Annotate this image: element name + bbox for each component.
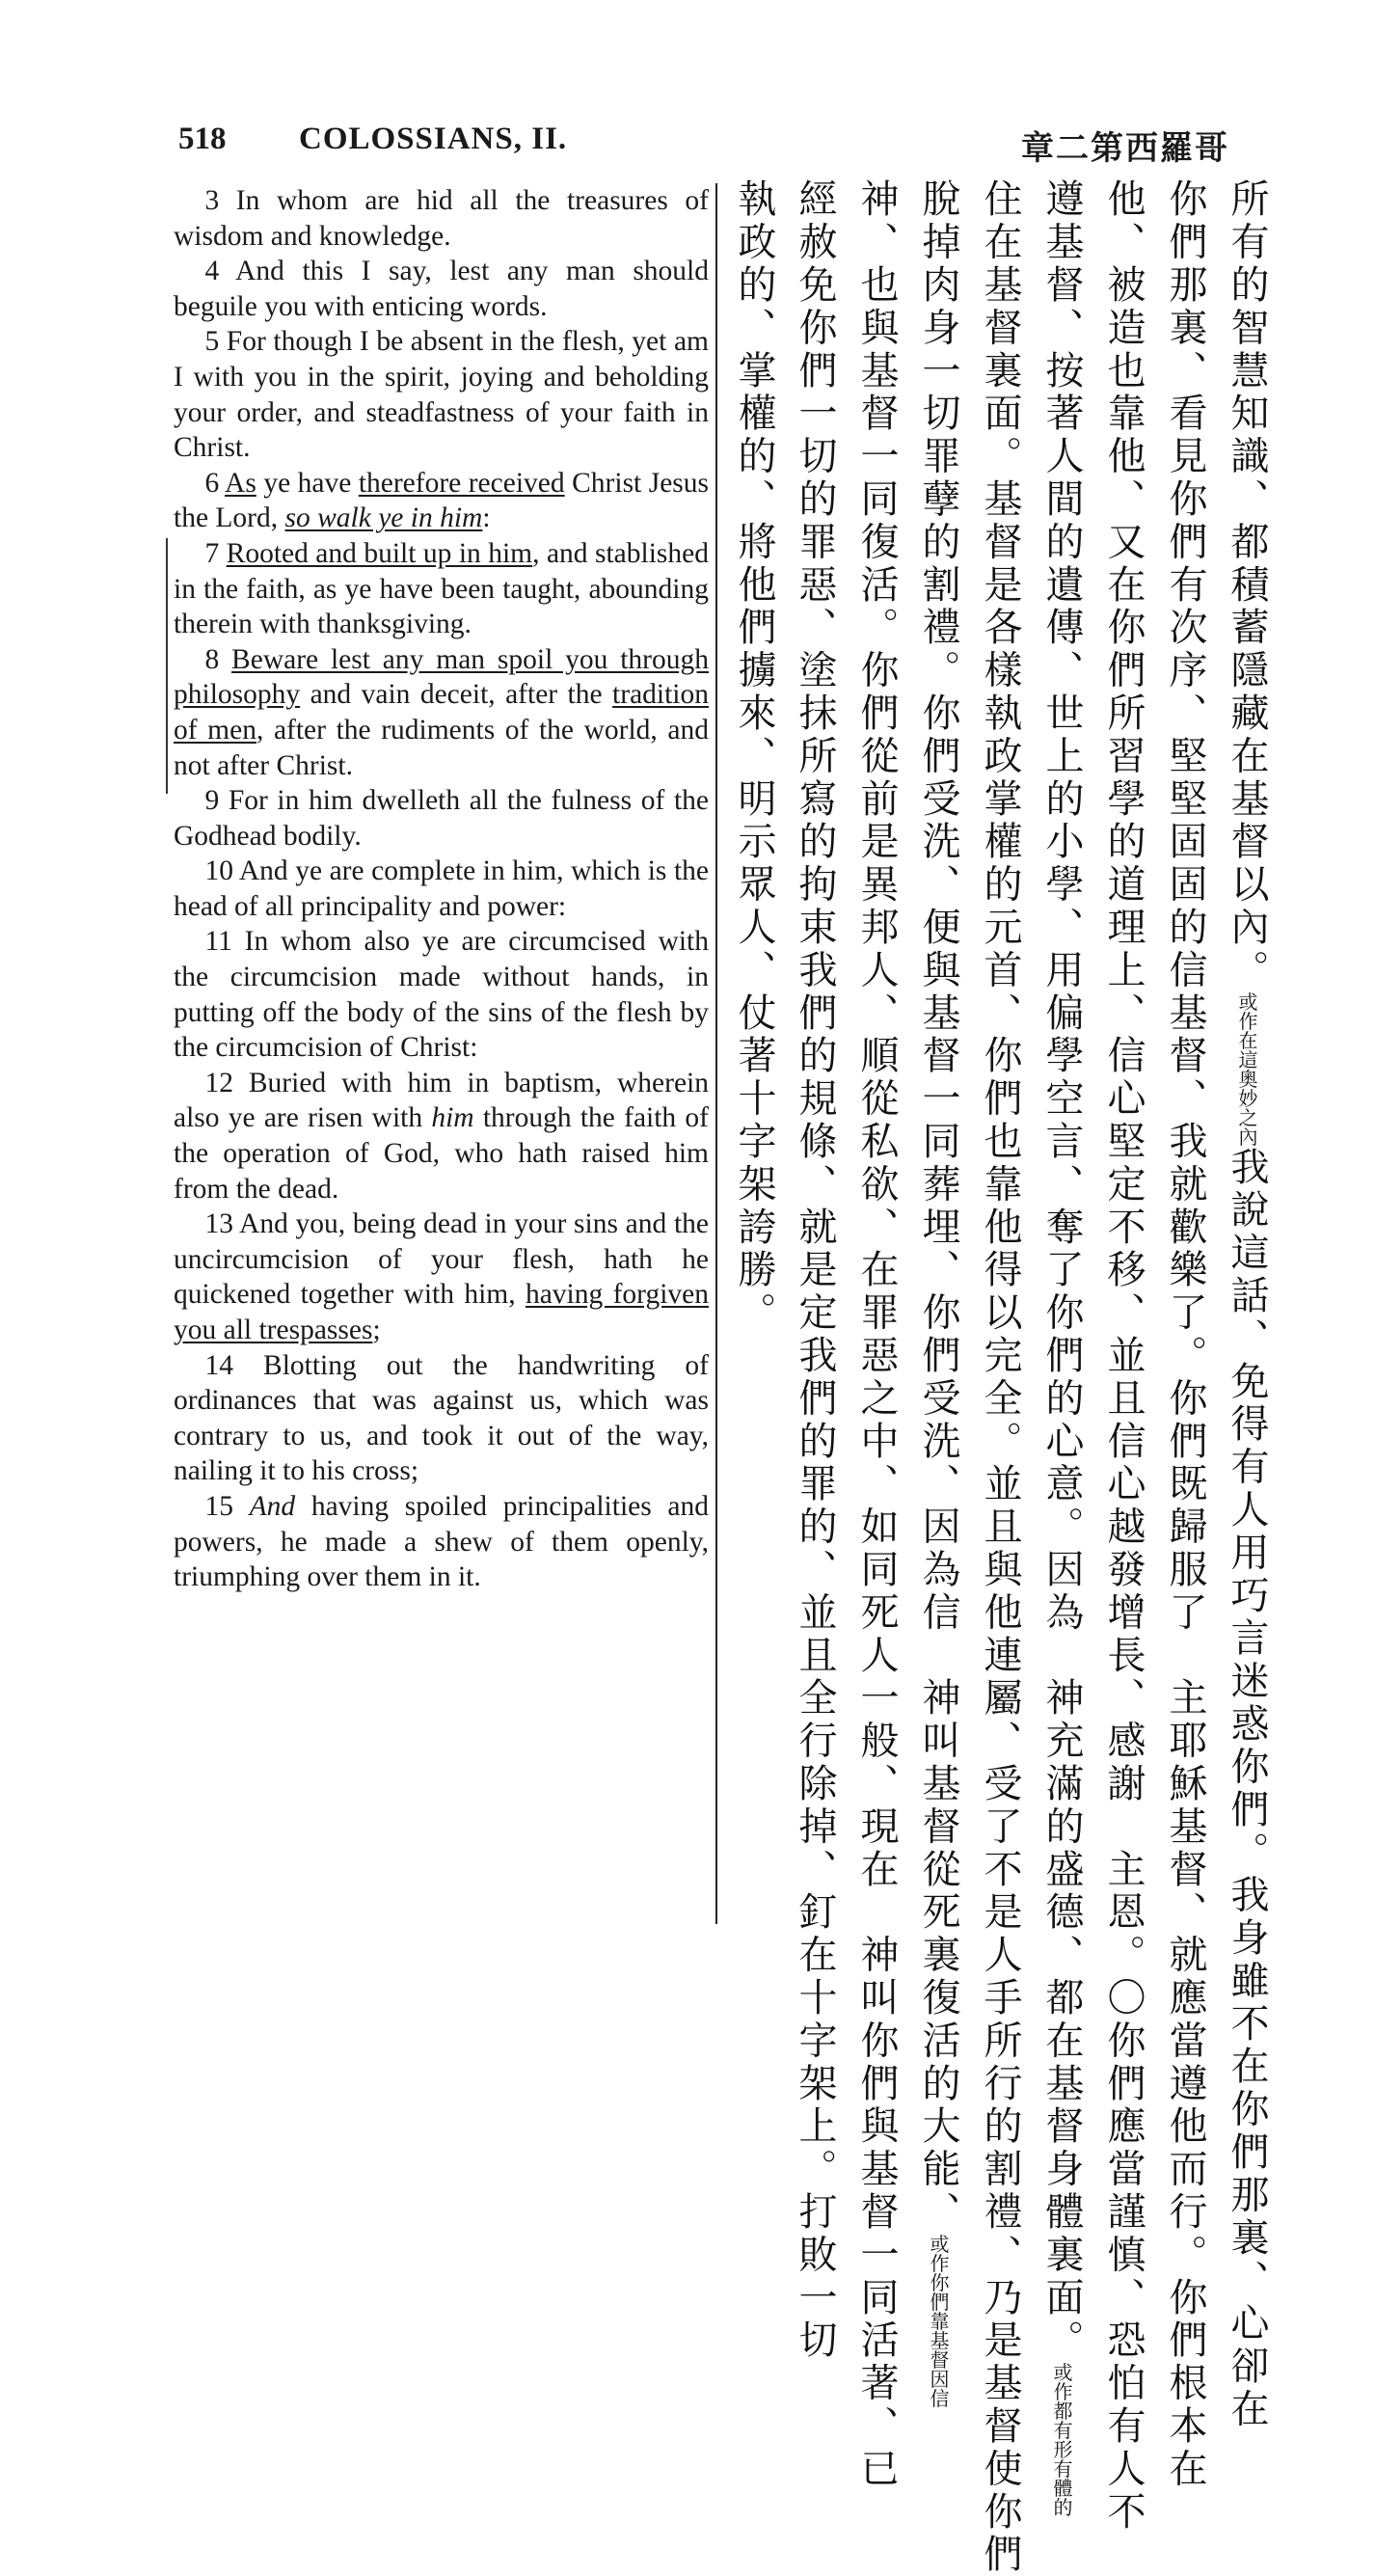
verse-text: having spoiled principalities and powers, he made a shew of them openly, triumphing over them in it. xyxy=(174,1490,709,1593)
verse-text: , and stablished in the faith, as ye have been taught, abounding therein with thanksgiving. xyxy=(174,537,709,640)
chinese-column-1 xyxy=(1221,178,1273,2431)
chinese-text: 脫掉肉身一切罪孽的割禮。你們受洗、便與基督一同葬埋、你們受洗、因為信 神叫基督從死裏復活的大能、 xyxy=(916,178,960,2235)
chinese-text: 遵基督、按著人間的遺傳、世上的小學、用偏學空言、奪了你們的心意。因為 神充滿的盛德、都在基督身體裏面。 xyxy=(1039,178,1084,2363)
verse-10: 10 And ye are complete in him, which is the head of all principality and power: xyxy=(174,855,709,922)
verse-15 xyxy=(174,1489,709,1595)
underlined-phrase: tradition of men xyxy=(174,679,709,746)
column-divider xyxy=(715,183,717,1924)
english-text-column xyxy=(174,183,709,1595)
verse-text: : xyxy=(482,502,491,534)
verse-11: 11 In whom also ye are circumcised with the circumcision made without hands, in putting off the body of the sins of the flesh by the circumcision of Christ: xyxy=(174,926,709,1064)
chinese-note: 或作都有形有體的 xyxy=(1050,2362,1073,2517)
chinese-text: 所有的智慧知識、都積蓄隱藏在基督以內。 xyxy=(1225,178,1269,992)
verse-text: Christ Jesus the Lord, xyxy=(174,467,710,534)
chinese-running-title: 章二第西羅哥 xyxy=(1021,129,1229,168)
margin-bracket xyxy=(166,538,168,794)
underlined-phrase: As xyxy=(225,467,256,499)
verse-9: 9 For in him dwelleth all the fulness of the Godhead bodily. xyxy=(174,785,709,852)
verse-number: 8 xyxy=(204,643,232,675)
chinese-column-6 xyxy=(912,178,964,2408)
underlined-phrase: Rooted and built up in him xyxy=(226,537,533,569)
chinese-text: 我說這話、免得有人用巧言迷惑你們。我身雖不在你們那裏、心卻在 xyxy=(1225,1146,1269,2431)
running-title: COLOSSIANS, II. xyxy=(299,122,568,156)
italic-word: And xyxy=(249,1490,296,1522)
chinese-column-7: 神、也與基督一同復活。你們從前是異邦人、順從私欲、在罪惡之中、如同死人一般、現在 神叫你們與基督一同活著、已 xyxy=(854,178,899,2491)
verse-number: 6 xyxy=(204,467,226,499)
verse-text: 13 And you, being dead in your sins and the uncircumcision of your flesh, hath he quickened together with him, xyxy=(174,1208,709,1311)
verse-text: and vain deceit, after the xyxy=(300,679,613,711)
verse-12 xyxy=(174,1066,709,1207)
verse-3: 3 In whom are hid all the treasures of wisdom and knowledge. xyxy=(174,185,709,252)
chinese-column-4 xyxy=(1036,178,1088,2517)
verse-number: 7 xyxy=(204,537,227,569)
underlined-phrase: therefore received xyxy=(358,467,565,499)
verse-8 xyxy=(174,642,709,783)
page-number: 518 xyxy=(178,122,227,156)
italic-word: him xyxy=(431,1102,474,1134)
verse-5: 5 For though I be absent in the flesh, yet am I with you in the spirit, joying and beholding your order, and steadfastness of your faith in Christ. xyxy=(174,326,709,464)
verse-4: 4 And this I say, lest any man should beguile you with enticing words. xyxy=(174,256,709,322)
chinese-column-9: 執政的、掌權的、將他們擄來、明示眾人、仗著十字架誇勝。 xyxy=(732,178,776,1335)
chinese-column-5: 住在基督裏面。基督是各樣執政掌權的元首、你們也靠他得以完全。並且與他連屬、受了不是人手所行的割禮、乃是基督使你們 xyxy=(978,178,1022,2576)
verse-number: 15 xyxy=(204,1490,250,1522)
chinese-column-2: 你們那裏、看見你們有次序、堅堅固固的信基督、我就歡樂了。你們既歸服了 主耶穌基督、就應當遵他而行。你們根本在 xyxy=(1163,178,1207,2491)
page-header xyxy=(178,122,1229,170)
underlined-phrase: so walk ye in him xyxy=(284,502,483,534)
chinese-column-8: 經赦免你們一切的罪惡、塗抹所寫的拘束我們的規條、就是定我們的罪的、並且全行除掉、釘在十字架上。打敗一切 xyxy=(793,178,837,2363)
chinese-note: 或作你們靠基督因信 xyxy=(927,2234,950,2408)
verse-6 xyxy=(174,466,709,536)
verse-13 xyxy=(174,1207,709,1347)
chinese-note: 或作在這奧妙之內 xyxy=(1235,991,1258,1147)
verse-text: 12 Buried with him in baptism, wherein also ye are risen with xyxy=(174,1067,709,1134)
chinese-column-3: 他、被造也靠他、又在你們所習學的道理上、信心堅定不移、並且信心越發增長、感謝 主恩。〇你們應當謹慎、恐怕有人不 xyxy=(1101,178,1146,2534)
verse-14: 14 Blotting out the handwriting of ordinances that was against us, which was contrary to us, and took it out of the way, nailing it to his cross; xyxy=(174,1349,709,1487)
verse-text: through the faith of the operation of God, who hath raised him from the dead. xyxy=(174,1102,709,1205)
verse-text: , after the rudiments of the world, and not after Christ. xyxy=(174,714,709,781)
verse-text: ; xyxy=(372,1315,381,1345)
verse-7 xyxy=(174,536,709,642)
underlined-phrase: Beware lest any man spoil you through philosophy xyxy=(174,643,710,711)
chinese-text-block xyxy=(728,178,1273,2576)
verse-text: ye have xyxy=(256,467,359,499)
underlined-phrase: having forgiven you all trespasses xyxy=(174,1279,710,1345)
